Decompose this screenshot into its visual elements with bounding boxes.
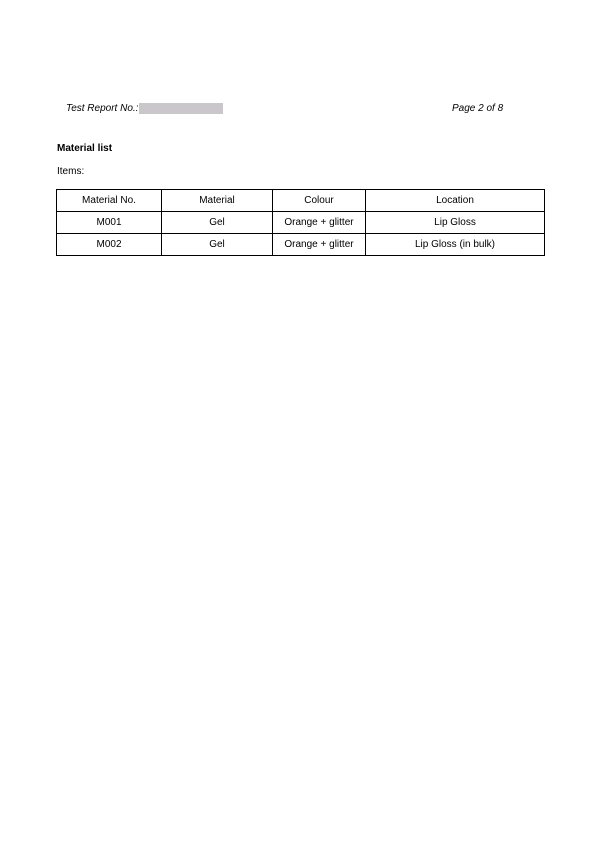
table-row bbox=[57, 234, 545, 256]
cell-material-no: M001 bbox=[57, 212, 162, 234]
column-header-material-no: Material No. bbox=[57, 190, 162, 212]
page-number: Page 2 of 8 bbox=[452, 103, 504, 114]
column-header-location: Location bbox=[366, 190, 545, 212]
column-header-material: Material bbox=[162, 190, 273, 212]
section-title: Material list bbox=[57, 143, 113, 154]
table-row bbox=[57, 212, 545, 234]
material-table bbox=[56, 189, 545, 256]
column-header-colour: Colour bbox=[273, 190, 366, 212]
items-label: Items: bbox=[57, 166, 85, 177]
cell-material: Gel bbox=[162, 212, 273, 234]
cell-location: Lip Gloss bbox=[366, 212, 545, 234]
page-header bbox=[66, 103, 516, 117]
cell-material-no: M002 bbox=[57, 234, 162, 256]
cell-material: Gel bbox=[162, 234, 273, 256]
report-number-label: Test Report No.: bbox=[66, 103, 139, 114]
cell-location: Lip Gloss (in bulk) bbox=[366, 234, 545, 256]
report-number bbox=[66, 103, 223, 114]
cell-colour: Orange + glitter bbox=[273, 234, 366, 256]
table-header-row bbox=[57, 190, 545, 212]
cell-colour: Orange + glitter bbox=[273, 212, 366, 234]
redacted-report-number bbox=[139, 103, 223, 114]
